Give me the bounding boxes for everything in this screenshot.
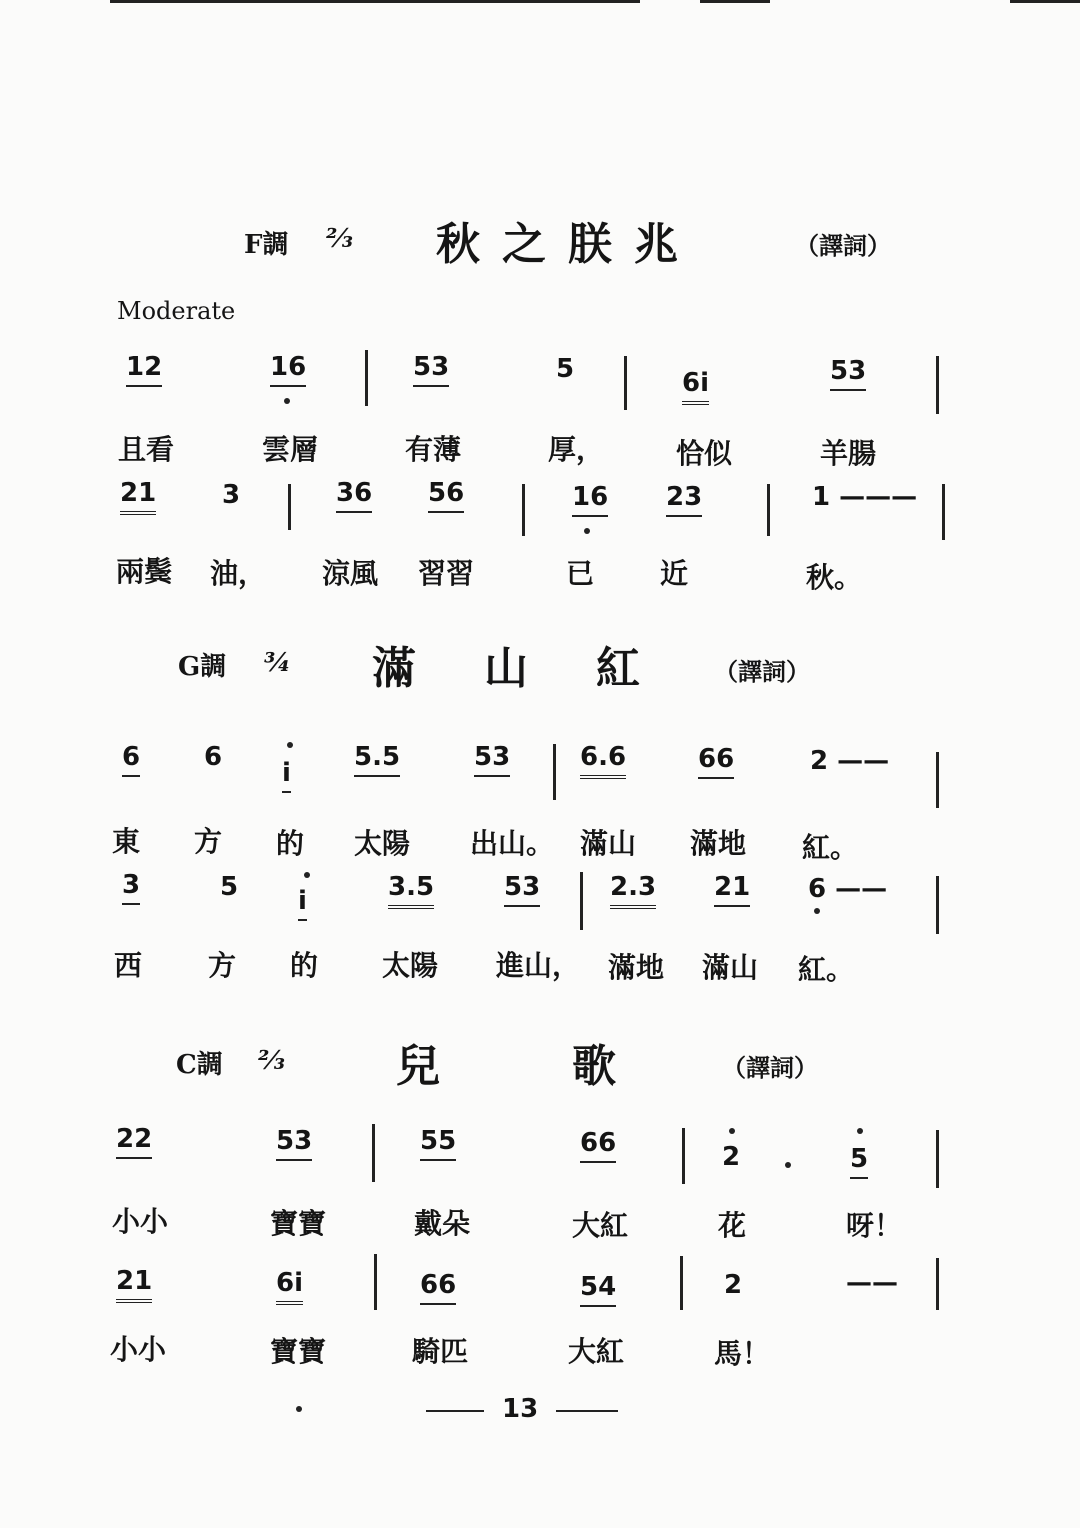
note-group: 2 (722, 1142, 741, 1172)
bar-line (365, 350, 368, 406)
note-group: —— (846, 1268, 898, 1298)
note-group: 21 (120, 478, 156, 515)
lyric: 滿地 (608, 951, 665, 984)
lyric: 滿山 (702, 951, 759, 984)
page-number: 13 (502, 1394, 539, 1424)
octave-dot (857, 1128, 863, 1134)
note-group: 2 —— (810, 746, 890, 776)
time-signature: ⅔ (258, 1046, 285, 1076)
song-title: 滿山紅 (372, 643, 708, 694)
song-key: G調 (178, 652, 227, 682)
note-group: 16 (270, 352, 306, 387)
bar-line (936, 752, 939, 808)
lyric: 已 (566, 557, 595, 590)
lyric: 油， (210, 557, 267, 590)
note-group: 21 (116, 1266, 152, 1303)
lyric: 出山。 (470, 827, 555, 860)
lyric: 有薄 (405, 433, 462, 466)
bar-line (624, 356, 627, 410)
song-title: 兒歌 (396, 1041, 748, 1092)
bar-line (936, 1258, 939, 1310)
page-top-rule (110, 0, 640, 3)
note-group: 54 (580, 1272, 616, 1307)
octave-dot (584, 528, 590, 534)
note-group: 66 (580, 1128, 616, 1163)
note-group: 53 (504, 872, 540, 907)
lyric: 恰似 (676, 437, 733, 470)
bar-line (936, 1130, 939, 1188)
note-group: 21 (714, 872, 750, 907)
lyric: 紅。 (798, 953, 855, 986)
lyric: 大紅 (568, 1335, 625, 1368)
note-group: 6.6 (580, 742, 626, 779)
note-group: 53 (276, 1126, 312, 1161)
song-title: 秋之朕兆 (436, 219, 700, 270)
bar-line (680, 1256, 683, 1310)
note-group: 55 (420, 1126, 456, 1161)
note-group: 36 (336, 478, 372, 513)
note-group: 5.5 (354, 742, 400, 777)
dash (426, 1410, 484, 1412)
bar-line (767, 484, 770, 536)
bar-line (288, 484, 291, 530)
note-group: 23 (666, 482, 702, 517)
note-group: 66 (420, 1270, 456, 1305)
note-group: 6 (204, 742, 223, 772)
lyric: 小小 (110, 1333, 167, 1366)
lyric: 進山， (496, 949, 581, 982)
lyric: 大紅 (572, 1209, 629, 1242)
note-group: 12 (126, 352, 162, 387)
bar-line (942, 484, 945, 540)
lyric: 厚， (548, 433, 605, 466)
note-group: 53 (830, 356, 866, 391)
page-top-rule (700, 0, 770, 3)
octave-dot (287, 742, 293, 748)
lyric: 西 (114, 949, 143, 982)
bar-line (580, 872, 583, 930)
octave-dot (729, 1128, 735, 1134)
lyric: 呀！ (846, 1209, 903, 1242)
note-group: 53 (474, 742, 510, 777)
note-group: 2 (724, 1270, 743, 1300)
note-group: 22 (116, 1124, 152, 1159)
lyric: 寶寶 (270, 1335, 327, 1368)
lyric: 雲層 (262, 433, 319, 466)
note-group: 6 —— (808, 874, 888, 904)
lyric: 騎匹 (412, 1335, 469, 1368)
lyric: 東 (112, 825, 141, 858)
bar-line (553, 744, 556, 800)
note-group: 3.5 (388, 872, 434, 909)
note-group: 3 (222, 480, 241, 510)
translation-note: （譯詞） (714, 657, 810, 686)
lyric: 太陽 (354, 827, 411, 860)
page-top-rule (1010, 0, 1080, 3)
lyric: 的 (276, 827, 305, 860)
lyric: 羊腸 (820, 437, 877, 470)
note-group: 5 (556, 354, 575, 384)
song-key: F調 (244, 230, 289, 260)
note-group: 66 (698, 744, 734, 779)
bar-line (372, 1124, 375, 1182)
lyric: 的 (290, 949, 319, 982)
lyric: 太陽 (382, 949, 439, 982)
octave-dot (284, 398, 290, 404)
lyric: 秋。 (806, 561, 863, 594)
lyric: 戴朵 (414, 1207, 471, 1240)
lyric: 小小 (112, 1205, 169, 1238)
note-group: 56 (428, 478, 464, 513)
translation-note: （譯詞） (722, 1053, 818, 1082)
dash (556, 1410, 618, 1412)
lyric: 習習 (418, 557, 475, 590)
lyric: 方 (208, 949, 237, 982)
note-group: 5 (220, 872, 239, 902)
translation-note: （譯詞） (795, 231, 891, 260)
bar-line (936, 356, 939, 414)
dot (296, 1406, 302, 1412)
note-group: 3 (122, 870, 140, 905)
lyric: 且看 (118, 433, 175, 466)
lyric: 滿地 (690, 827, 747, 860)
dot (785, 1162, 791, 1168)
lyric: 滿山 (580, 827, 637, 860)
bar-line (682, 1128, 685, 1184)
note-group: 6 (122, 742, 140, 777)
lyric: 馬！ (714, 1337, 771, 1370)
lyric: 近 (660, 557, 689, 590)
note-group: i (298, 886, 307, 921)
octave-dot (304, 872, 310, 878)
octave-dot (814, 908, 820, 914)
lyric: 兩鬓 (116, 555, 173, 588)
bar-line (936, 876, 939, 934)
lyric: 寶寶 (270, 1207, 327, 1240)
note-group: 6i (682, 368, 709, 405)
tempo-marking: Moderate (117, 297, 236, 325)
bar-line (522, 484, 525, 536)
time-signature: ¾ (264, 648, 292, 678)
note-group: 16 (572, 482, 608, 517)
lyric: 花 (718, 1209, 747, 1242)
note-group: 5 (850, 1144, 868, 1179)
song-key: C調 (176, 1050, 223, 1080)
lyric: 方 (194, 825, 223, 858)
note-group: 2.3 (610, 872, 656, 909)
note-group: 1 ——— (812, 482, 918, 512)
note-group: 6i (276, 1268, 303, 1305)
lyric: 紅。 (802, 831, 859, 864)
time-signature: ⅔ (326, 224, 353, 254)
bar-line (374, 1254, 377, 1310)
note-group: 53 (413, 352, 449, 387)
note-group: i (282, 758, 291, 793)
lyric: 涼風 (322, 557, 379, 590)
